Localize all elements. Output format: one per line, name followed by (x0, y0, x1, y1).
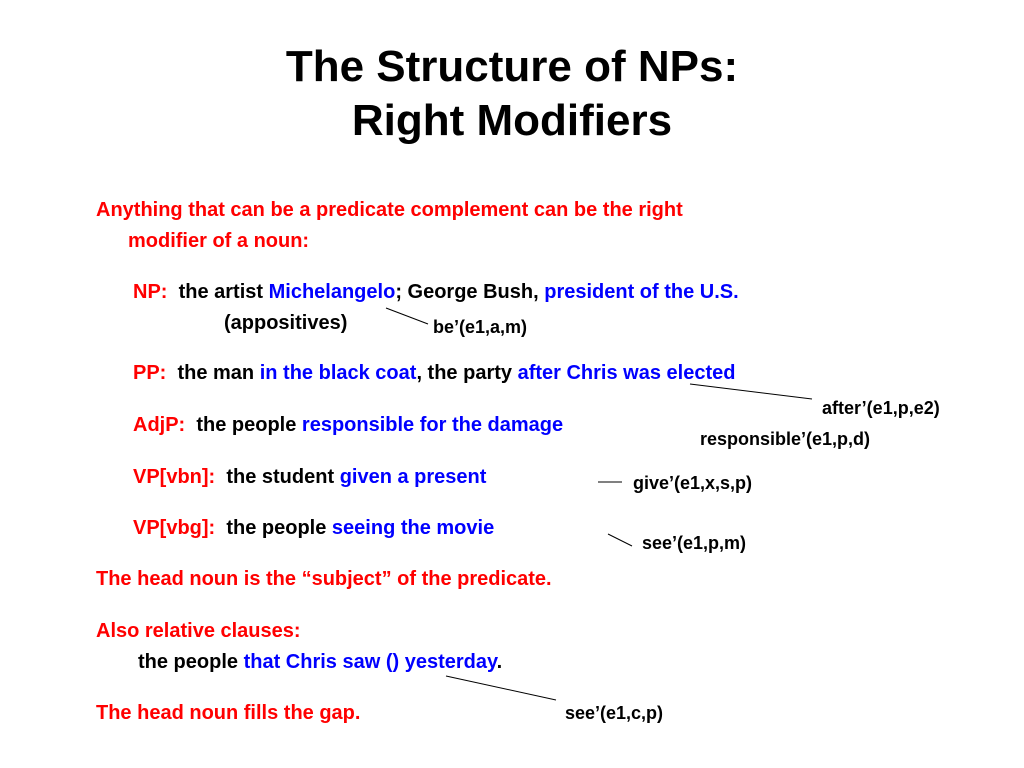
pp-connector-line (690, 384, 812, 399)
pp-mid: , the party (416, 362, 513, 384)
adjp-example (133, 413, 563, 437)
title-line-1: The Structure of NPs: (285, 42, 739, 91)
intro-line-1: Anything that can be a predicate complement can be the right (96, 199, 683, 221)
slide-title (0, 40, 1024, 148)
relative-modifier: that Chris saw () yesterday (243, 651, 497, 673)
head-noun-subject: The head noun is the “subject” of the predicate. (96, 568, 552, 590)
title-line-2: Right Modifiers (351, 96, 673, 145)
vbg-pre: the people (226, 517, 327, 539)
vbn-modifier: given a present (339, 466, 487, 488)
vbg-modifier: seeing the movie (331, 517, 495, 539)
vbg-connector-line (608, 534, 632, 546)
np-semantics: be’(e1,a,m) (433, 317, 528, 337)
relative-semantics: see’(e1,c,p) (565, 703, 664, 723)
vbn-semantics: give’(e1,x,s,p) (633, 473, 753, 493)
intro-line-2: modifier of a noun: (128, 230, 310, 252)
relative-connector-line (446, 676, 556, 700)
vbg-label: VP[vbg]: (133, 517, 216, 539)
adjp-label: AdjP: (133, 414, 186, 436)
np-mid: ; George Bush, (395, 281, 539, 303)
np-connector-line (386, 308, 428, 324)
np-pre-1: the artist (178, 281, 264, 303)
vbn-label: VP[vbn]: (133, 466, 216, 488)
vbg-semantics: see’(e1,p,m) (642, 533, 747, 553)
head-noun-gap: The head noun fills the gap. (96, 702, 361, 724)
relative-example (138, 650, 502, 674)
pp-label: PP: (133, 362, 167, 384)
pp-example (133, 361, 735, 385)
adjp-modifier: responsible for the damage (301, 414, 564, 436)
np-example (133, 280, 739, 304)
adjp-pre: the people (196, 414, 297, 436)
pp-modifier-2: after Chris was elected (517, 362, 736, 384)
np-modifier-2: president of the U.S. (544, 281, 739, 303)
pp-modifier-1: in the black coat (259, 362, 417, 384)
relative-end: . (496, 651, 503, 673)
relative-pre: the people (138, 651, 239, 673)
np-modifier-1: Michelangelo (268, 281, 396, 303)
relative-clauses-heading: Also relative clauses: (96, 620, 301, 642)
vbn-example (133, 465, 486, 489)
vbn-pre: the student (226, 466, 335, 488)
np-note: (appositives) (224, 312, 348, 334)
np-label: NP: (133, 281, 168, 303)
adjp-semantics: responsible’(e1,p,d) (700, 429, 871, 449)
pp-pre-1: the man (177, 362, 255, 384)
pp-semantics: after’(e1,p,e2) (822, 398, 940, 418)
vbg-example (133, 516, 494, 540)
